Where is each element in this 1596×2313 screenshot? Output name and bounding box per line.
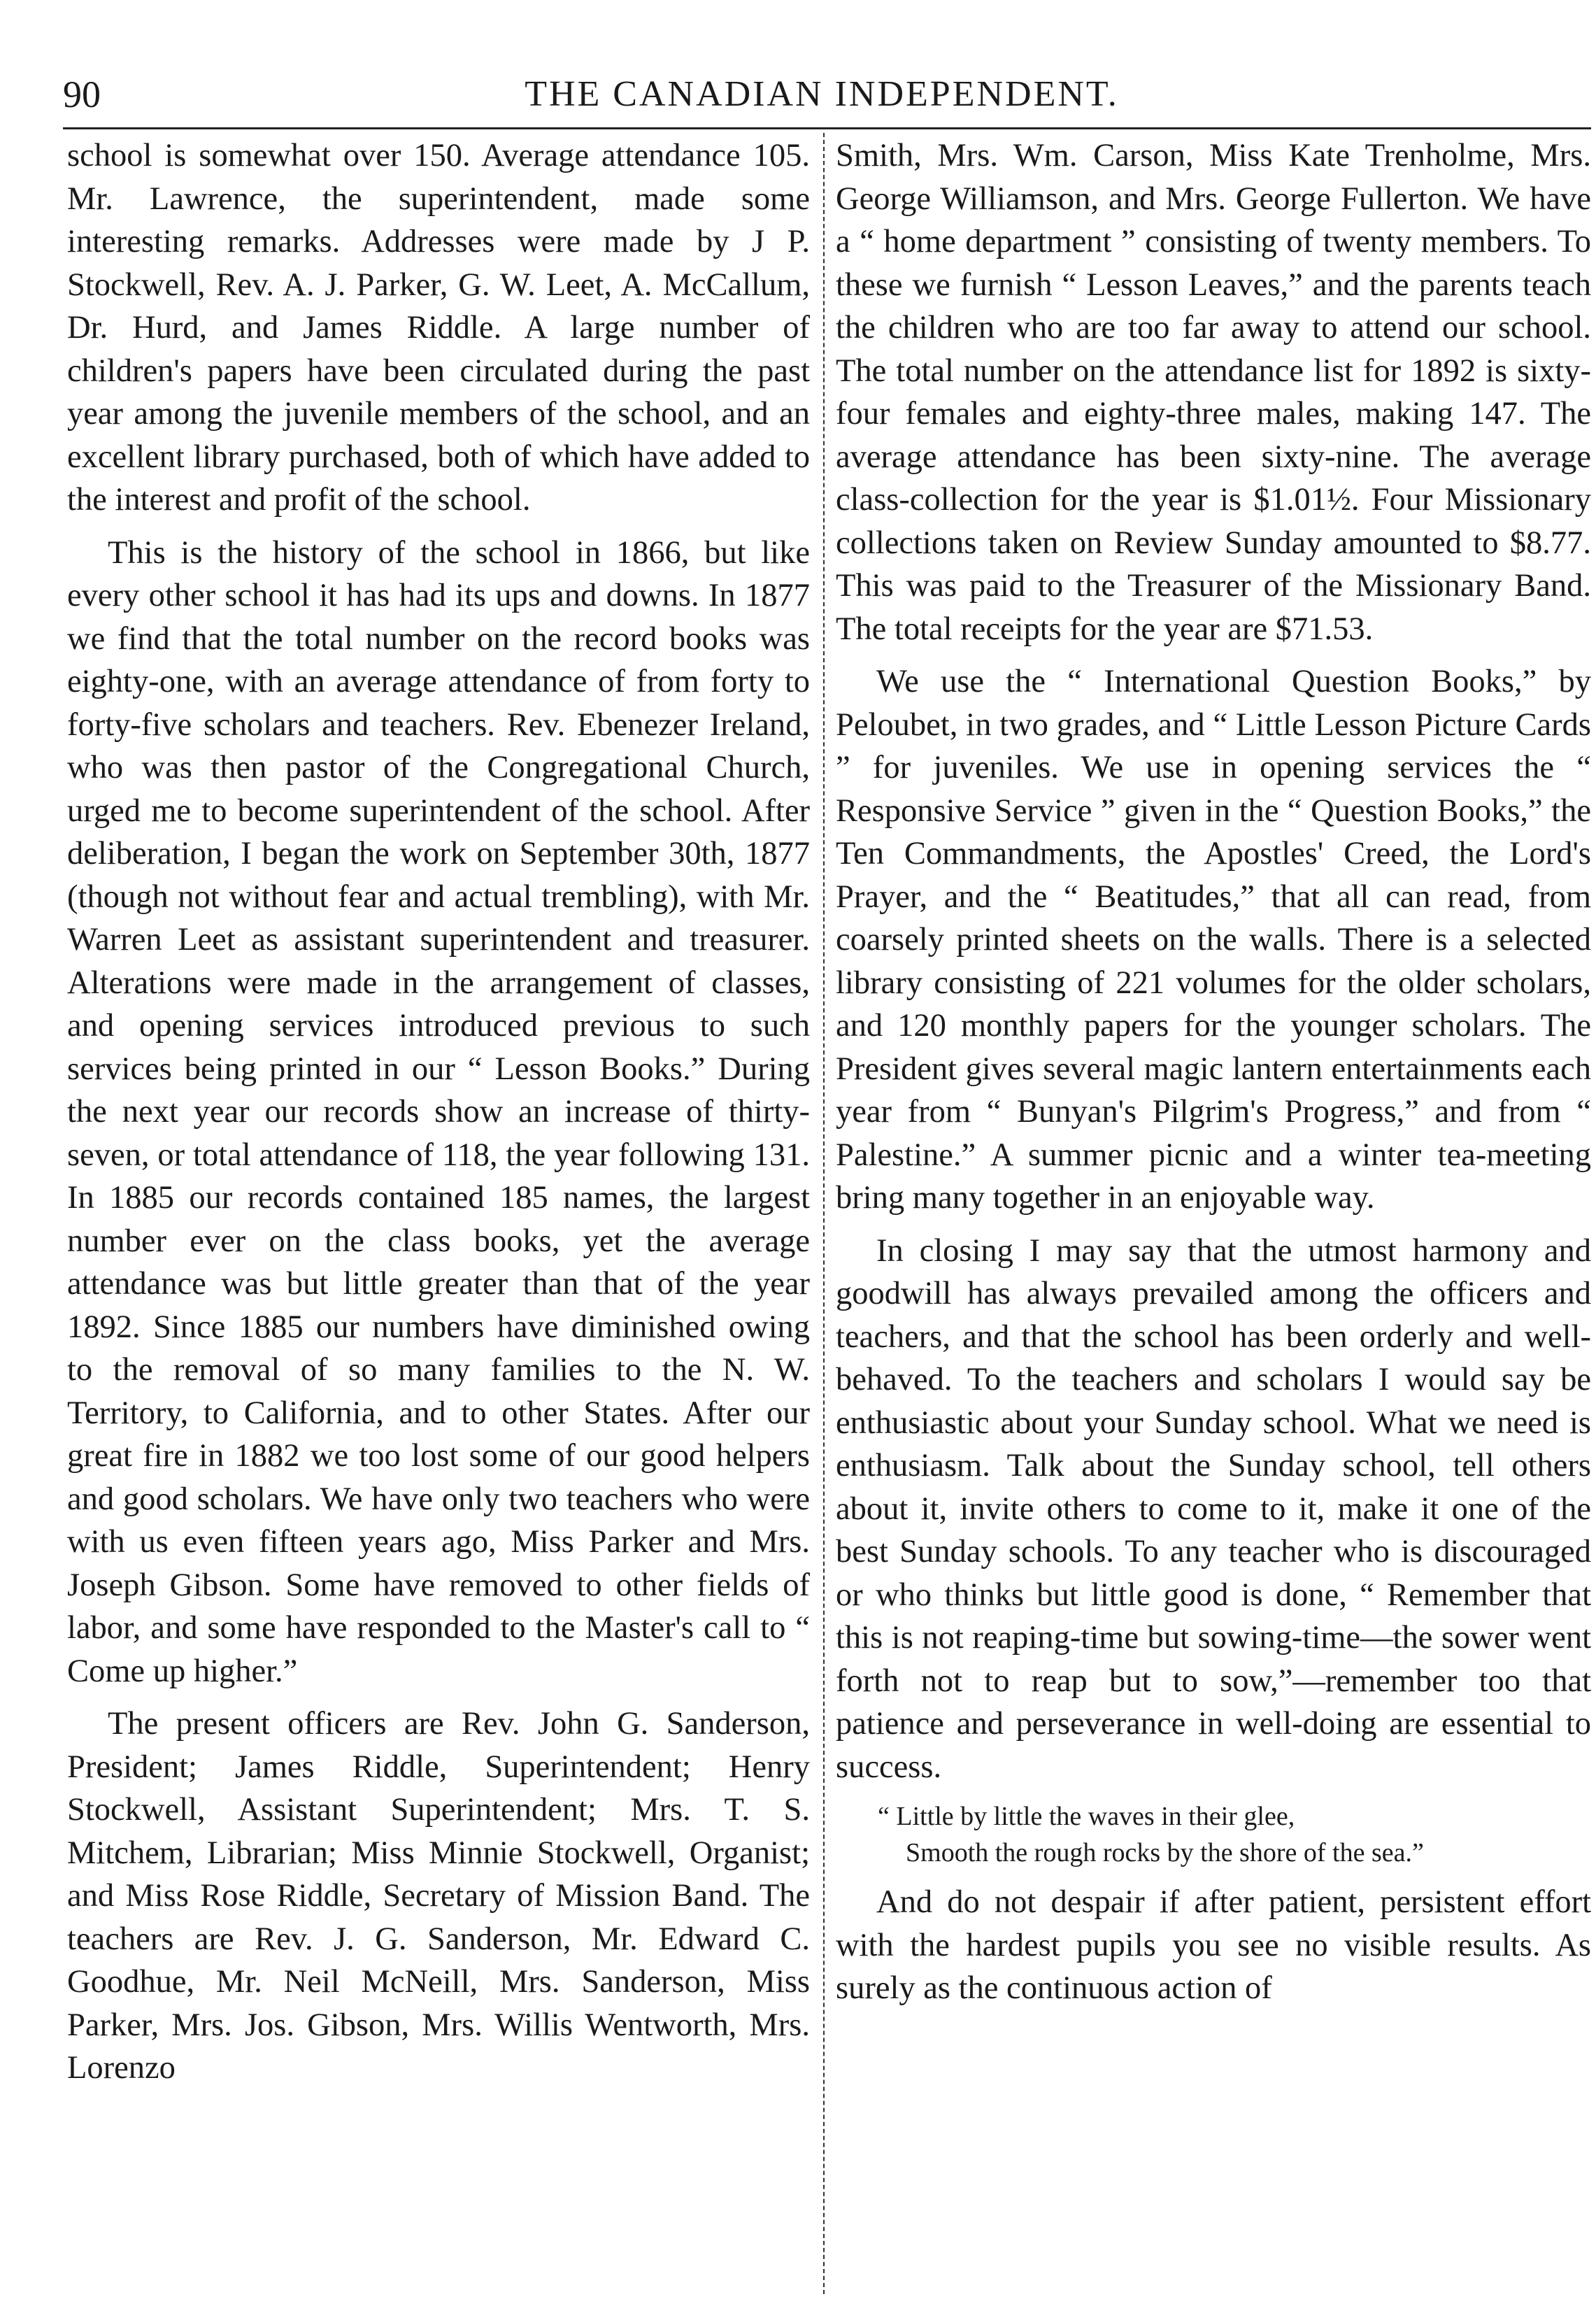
header-rule xyxy=(63,127,1591,129)
paragraph: The present officers are Rev. John G. Sanderson, President; James Riddle, Superintendent; Henry Stockwell, Assistant Superintendent; Mrs. T. S. Mitchem, Librarian; Miss Minnie Stockwell, Organist; and Miss Rose Riddle, Secretary of Mission Band. The teachers are Rev. J. G. Sanderson, Mr. Edward C. Goodhue, Mr. Neil McNeill, Mrs. Sanderson, Miss Parker, Mrs. Jos. Gibson, Mrs. Willis Wentworth, Mrs. Lorenzo xyxy=(67,1706,810,2086)
paragraph: We use the “ International Question Books,” by Peloubet, in two grades, and “ Little Lesson Picture Cards ” for juveniles. We use in opening services the “ Responsive Service ” given in the “ Question Books,” the Ten Commandments, the Apostles' Creed, the Lord's Prayer, and the “ Beatitudes,” that all can read, from coarsely printed sheets on the walls. There is a selected library consisting of 221 volumes for the older scholars, and 120 monthly papers for the younger scholars. The President gives several magic lantern entertainments each year from “ Bunyan's Pilgrim's Progress,” and from “ Palestine.” A summer picnic and a winter tea-meeting bring many together in an enjoyable way. xyxy=(836,664,1591,1216)
page-header xyxy=(63,70,1581,119)
paragraph: This is the history of the school in 1866, but like every other school it has had its ups and downs. In 1877 we find that the total number on the record books was eighty-one, with an average attendance of from forty to forty-five scholars and teachers. Rev. Ebenezer Ireland, who was then pastor of the Congregational Church, urged me to become superintendent of the school. After deliberation, I began the work on September 30th, 1877 (though not without fear and actual trembling), with Mr. Warren Leet as assistant superintendent and treasurer. Alterations were made in the arrangement of classes, and opening services introduced previous to such services being printed in our “ Lesson Books.” During the next year our records show an increase of thirty-seven, or total attendance of 118, the year following 131. In 1885 our records contained 185 names, the largest number ever on the class books, yet the average attendance was but little greater than that of the year 1892. Since 1885 our numbers have diminished owing to the removal of so many families to the N. W. Territory, to California, and to other States. After our great fire in 1882 we too lost some of our good helpers and good scholars. We have only two teachers who were with us even fifteen years ago, Miss Parker and Mrs. Joseph Gibson. Some have removed to other fields of labor, and some have responded to the Master's call to “ Come up higher.” xyxy=(67,534,810,1689)
page-number: 90 xyxy=(63,73,101,115)
column-divider xyxy=(823,133,825,2294)
paragraph: school is somewhat over 150. Average attendance 105. Mr. Lawrence, the superintendent, made some interesting remarks. Addresses were made by J P. Stockwell, Rev. A. J. Parker, G. W. Leet, A. McCallum, Dr. Hurd, and James Riddle. A large number of children's papers have been circulated during the past year among the juvenile members of the school, and an excellent library purchased, both of which have added to the interest and profit of the school. xyxy=(67,138,810,518)
verse-line: Smooth the rough rocks by the shore of the sea.” xyxy=(906,1838,1424,1867)
running-title: THE CANADIAN INDEPENDENT. xyxy=(525,74,1119,114)
verse-line: “ Little by little the waves in their glee, xyxy=(878,1802,1295,1831)
verse-quote xyxy=(836,1798,1591,1871)
paragraph: Smith, Mrs. Wm. Carson, Miss Kate Trenholme, Mrs. George Williamson, and Mrs. George Fullerton. We have a “ home department ” consisting of twenty members. To these we furnish “ Lesson Leaves,” and the parents teach the children who are too far away to attend our school. The total number on the attendance list for 1892 is sixty-four females and eighty-three males, making 147. The average attendance has been sixty-nine. The average class-collection for the year is $1.01½. Four Missionary collections taken on Review Sunday amounted to $8.77. This was paid to the Treasurer of the Missionary Band. The total receipts for the year are $71.53. xyxy=(836,138,1591,647)
right-column xyxy=(836,134,1591,2020)
paragraph: And do not despair if after patient, persistent effort with the hardest pupils you see no visible results. As surely as the continuous action of xyxy=(836,1884,1591,2006)
left-column xyxy=(67,134,810,2100)
paragraph: In closing I may say that the utmost harmony and goodwill has always prevailed among the officers and teachers, and that the school has been orderly and well-behaved. To the teachers and scholars I would say be enthusiastic about your Sunday school. What we need is enthusiasm. Talk about the Sunday school, tell others about it, invite others to come to it, make it one of the best Sunday schools. To any teacher who is discouraged or who thinks but little good is done, “ Remember that this is not reaping-time but sowing-time—the sower went forth not to reap but to sow,”—remember too that patience and perseverance in well-doing are essential to success. xyxy=(836,1232,1591,1785)
